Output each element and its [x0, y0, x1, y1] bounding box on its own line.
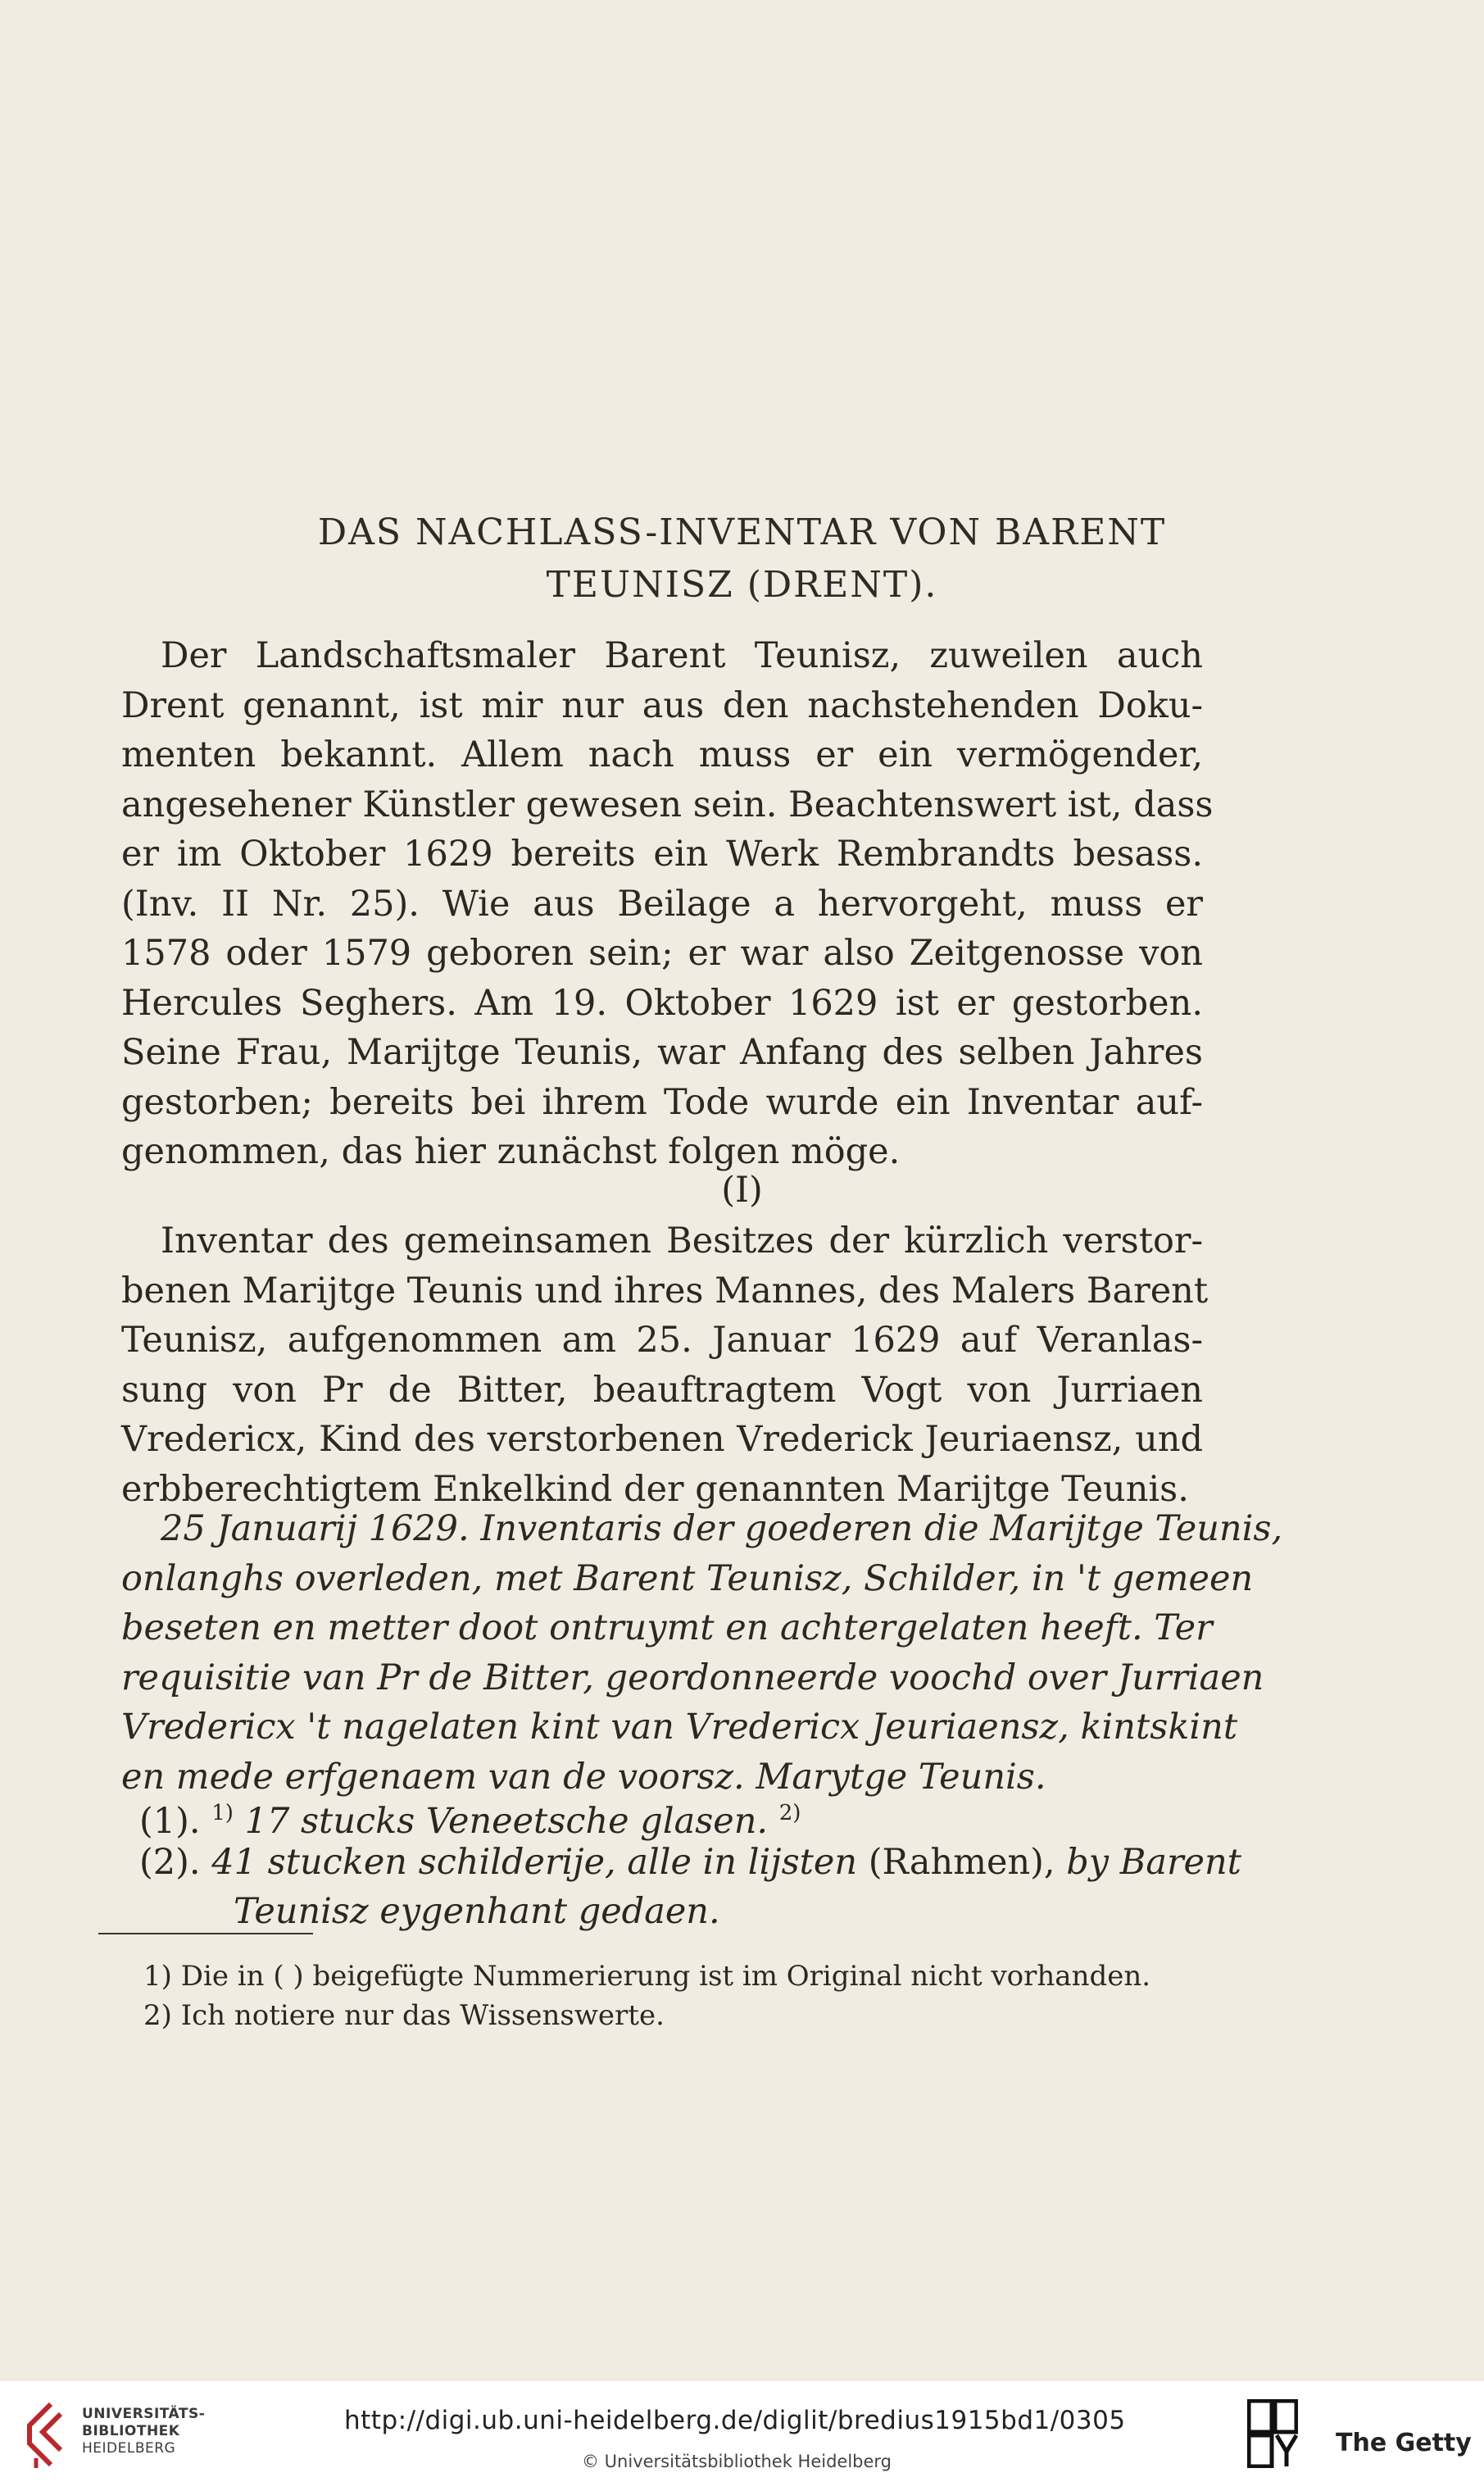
footnote-divider — [98, 1933, 313, 1934]
text-line: benen Marijtge Teunis und ihres Mannes, des Malers Barent — [121, 1270, 1209, 1311]
library-name: UNIVERSITÄTS- BIBLIOTHEK HEIDELBERG — [82, 2406, 206, 2457]
text-line: genommen, das hier zunächst folgen möge. — [121, 1131, 901, 1172]
text-line: Vredericx 't nagelaten kint van Vredericx Jeuriaensz, kintskint — [121, 1707, 1238, 1748]
item-text: by Barent — [1066, 1842, 1241, 1883]
footnote-ref: 2) — [778, 1801, 801, 1825]
footnote-ref: 1) — [211, 1801, 234, 1825]
text-line: menten bekannt. Allem nach muss er ein vermögender, — [121, 734, 1203, 775]
text-line: 25 Januarij 1629. Inventaris der goederen die Marijtge Teunis, — [161, 1508, 1283, 1549]
item-number: (2). — [139, 1842, 201, 1883]
inventory-item-2-continued: Teunisz eygenhant gedaen. — [234, 1891, 720, 1932]
text-line: Inventar des gemeinsamen Besitzes der kürzlich verstor- — [161, 1220, 1203, 1261]
text-line: 1578 oder 1579 geboren sein; er war also Zeitgenosse von — [121, 933, 1203, 974]
footnote-2: 2) Ich notiere nur das Wissenswerte. — [143, 1999, 665, 2032]
getty-logo-icon — [1247, 2399, 1298, 2468]
footer-bar — [0, 2381, 1484, 2491]
dutch-quote-paragraph — [121, 1504, 1283, 1802]
text-line: er im Oktober 1629 bereits ein Werk Rembrandts besass. — [121, 834, 1203, 875]
text-line: Vredericx, Kind des verstorbenen Vrederick Jeuriaensz, und — [121, 1419, 1203, 1460]
university-library-logo-icon — [18, 2399, 69, 2468]
text-line: requisitie van Pr de Bitter, geordonneerde voochd over Jurriaen — [121, 1657, 1264, 1698]
section-number: (I) — [721, 1170, 763, 1211]
item-gloss: (Rahmen), — [868, 1842, 1055, 1883]
text-line: beseten en metter doot ontruymt en achtergelaten heeft. Ter — [121, 1607, 1213, 1648]
partner-name: The Getty — [1336, 2429, 1472, 2457]
item-text: 41 stucken schilderije, alle in lijsten — [211, 1842, 858, 1883]
text-line: Der Landschaftsmaler Barent Teunisz, zuweilen auch — [161, 635, 1203, 676]
text-line: Hercules Seghers. Am 19. Oktober 1629 ist er gestorben. — [121, 982, 1203, 1024]
permalink-url[interactable]: http://digi.ub.uni-heidelberg.de/diglit/bredius1915bd1/0305 — [344, 2406, 1126, 2435]
text-line: erbberechtigtem Enkelkind der genannten Marijtge Teunis. — [121, 1468, 1189, 1510]
text-line: sung von Pr de Bitter, beauftragtem Vogt von Jurriaen — [121, 1369, 1203, 1411]
footnote-1: 1) Die in ( ) beigefügte Nummerierung ist im Original nicht vorhanden. — [143, 1960, 1151, 1993]
text-line: onlanghs overleden, met Barent Teunisz, Schilder, in 't gemeen — [121, 1557, 1254, 1599]
item-text: 17 stucks Veneetsche glasen. — [244, 1801, 769, 1842]
inventory-item-2 — [139, 1838, 1241, 1887]
item-number: (1). — [139, 1801, 201, 1842]
article-title-line-1: DAS NACHLASS-INVENTAR VON BARENT — [317, 511, 1167, 553]
text-line: Teunisz, aufgenommen am 25. Januar 1629 auf Veranlas- — [121, 1320, 1203, 1361]
intro-paragraph — [121, 631, 1214, 1177]
section-paragraph — [121, 1216, 1209, 1514]
article-title-line-2: TEUNISZ (DRENT). — [546, 564, 938, 606]
text-line: en mede erfgenaem van de voorsz. Marytge Teunis. — [121, 1756, 1046, 1798]
copyright-notice: © Universitätsbibliothek Heidelberg — [582, 2452, 892, 2471]
text-line: Drent genannt, ist mir nur aus den nachstehenden Doku- — [121, 684, 1203, 726]
text-line: angesehener Künstler gewesen sein. Beachtenswert ist, dass — [121, 784, 1214, 825]
text-line: Seine Frau, Marijtge Teunis, war Anfang des selben Jahres — [121, 1032, 1203, 1073]
text-line: (Inv. II Nr. 25). Wie aus Beilage a hervorgeht, muss er — [121, 883, 1203, 925]
text-line: gestorben; bereits bei ihrem Tode wurde ein Inventar auf- — [121, 1081, 1203, 1123]
